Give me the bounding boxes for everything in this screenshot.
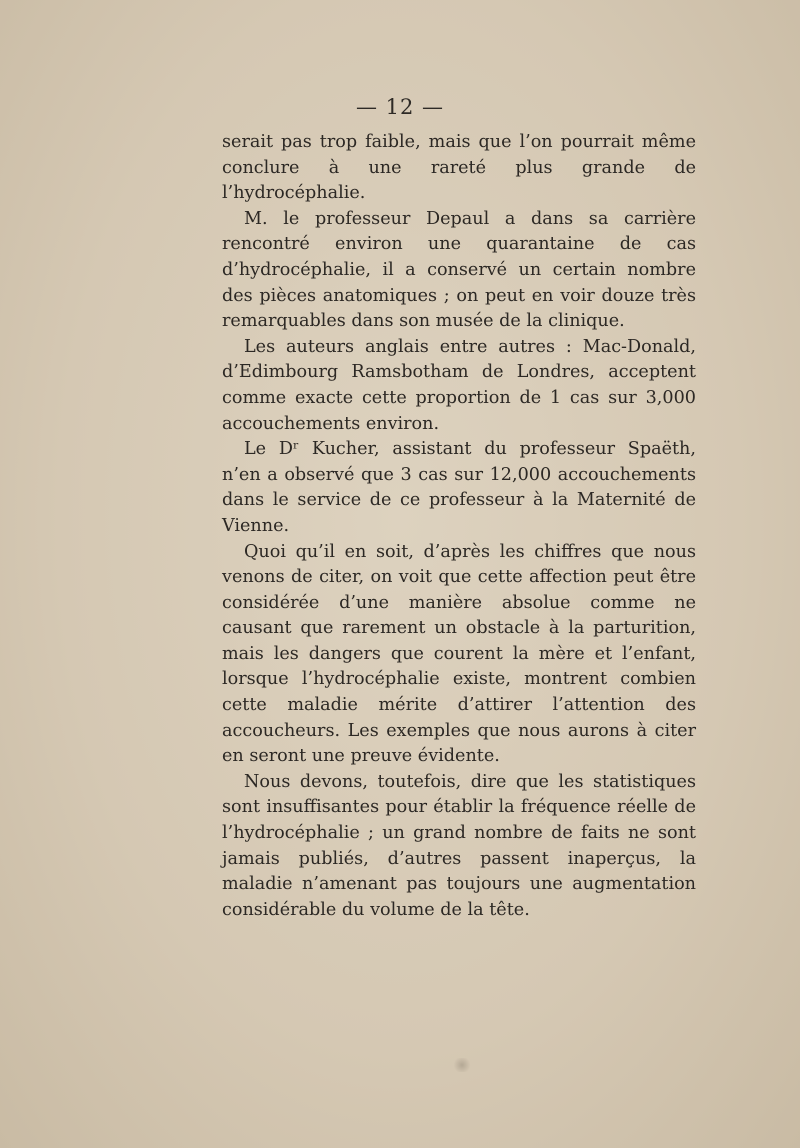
page-number: — 12 — (355, 95, 445, 119)
body-text (222, 130, 696, 923)
paragraph-conclusion: Quoi qu’il en soit, d’après les chiffres que nous venons de citer, on voit que cette affection peut être considérée d’une manière absolue comme ne causant que rarement un obstacle à la parturition, mais les dangers que courent la mère et l’enfant, lorsque l’hydrocéphalie existe, montrent combien cette maladie mérite d’attirer l’attention des accoucheurs. Les exemples que nous aurons à citer en seront une preuve évidente. (222, 541, 696, 767)
ink-smudge (452, 1058, 472, 1072)
paragraph-kucher: Le Dʳ Kucher, assistant du professeur Spaëth, n’en a observé que 3 cas sur 12,000 accouchements dans le service de ce professeur à la Maternité de Vienne. (222, 439, 696, 536)
paragraph-english-authors: Les auteurs anglais entre autres : Mac-Donald, d’Edimbourg Ramsbotham de Londres, acceptent comme exacte cette proportion de 1 cas sur 3,000 accouchements environ. (222, 336, 696, 434)
paragraph-depaul: M. le professeur Depaul a dans sa carrière rencontré environ une quarantaine de cas d’hydrocéphalie, il a conservé un certain nombre des pièces anatomiques ; on peut en voir douze très remarquables dans son musée de la clinique. (222, 208, 696, 332)
paragraph-statistics: Nous devons, toutefois, dire que les statistiques sont insuffisantes pour établir la fréquence réelle de l’hydrocéphalie ; un grand nombre de faits ne sont jamais publiés, d’autres passent inaperçus, la maladie n’amenant pas toujours une augmentation considérable du volume de la tête. (222, 771, 696, 920)
paragraph-continuation: serait pas trop faible, mais que l’on pourrait même conclure à une rareté plus grande de l’hydrocéphalie. (222, 132, 696, 204)
